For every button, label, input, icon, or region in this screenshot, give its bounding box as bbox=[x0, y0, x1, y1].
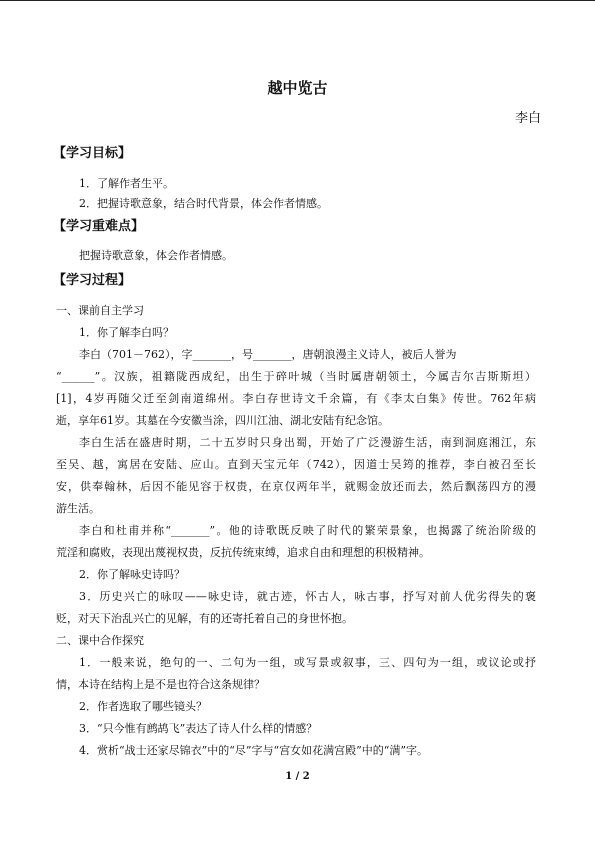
question-word-analysis: 4．赏析“战士还家尽锦衣”中的“尽”字与“宫女如花满宫殿”中的“满”字。 bbox=[79, 744, 428, 757]
paragraph-line: 李白和杜甫并称“_______”。他的诗歌既反映了时代的繁荣景象，也揭露了统治阶级的 bbox=[79, 524, 536, 537]
paragraph-line: 李白（701－762），字_______，号_______，唐朝浪漫主义诗人，被后人誉为 bbox=[79, 348, 457, 361]
top-rule bbox=[0, 0, 595, 1]
question-structure: 1．一般来说，绝句的一、二句为一组，或写景或叙事，三、四句为一组，或议论或抒 bbox=[79, 656, 536, 669]
paragraph-line: 荒淫和腐败，表现出蔑视权贵，反抗传统束缚，追求自由和理想的积极精神。 bbox=[56, 546, 430, 559]
paragraph-line: “______”。汉族，祖籍陇西成纪，出生于碎叶城（当时属唐朝领土，今属吉尔吉斯斯坦） bbox=[56, 370, 536, 383]
heading-process: 【学习过程】 bbox=[53, 273, 132, 288]
question-scenes: 2．作者选取了哪些镜头？ bbox=[79, 700, 207, 713]
paragraph-line: 至吴、越，寓居在安陆、应山。直到天宝元年（742），因道士吴筠的推荐，李白被召至长 bbox=[56, 458, 536, 471]
paragraph-line: 安，供奉翰林，后因不能见容于权贵，在京仅两年半，就赐金放还而去，然后飘荡四方的漫 bbox=[56, 480, 536, 493]
document-title: 越中览古 bbox=[267, 79, 328, 97]
key-points-text: 把握诗歌意象，体会作者情感。 bbox=[79, 249, 233, 262]
paragraph-line: 逝，享年61岁。其墓在今安徽当涂，四川江油、湖北安陆有纪念馆。 bbox=[56, 414, 389, 427]
paragraph-line: 游生活。 bbox=[56, 502, 100, 515]
paragraph-line: 贬，对天下治乱兴亡的见解，有的还寄托着自己的身世怀抱。 bbox=[56, 612, 353, 625]
heading-objectives: 【学习目标】 bbox=[53, 146, 132, 161]
heading-key-points: 【学习重难点】 bbox=[53, 219, 145, 234]
paragraph-line: 李白生活在盛唐时期，二十五岁时只身出蜀，开始了广泛漫游生活，南到洞庭湘江，东 bbox=[79, 436, 536, 449]
question-emotion: 3．“只今惟有鹧鸪飞”表达了诗人什么样的情感？ bbox=[79, 722, 318, 735]
page-number: 1 / 2 bbox=[285, 771, 310, 782]
section-pre-class: 一、课前自主学习 bbox=[56, 304, 144, 317]
objective-item-2: 2．把握诗歌意象，结合时代背景，体会作者情感。 bbox=[79, 197, 328, 210]
question-history-poem: 2．你了解咏史诗吗？ bbox=[79, 568, 185, 581]
question-li-bai: 1．你了解李白吗？ bbox=[79, 326, 174, 339]
paragraph-line: [1]，4岁再随父迁至剑南道绵州。李白存世诗文千余篇，有《李太白集》传世。762年病 bbox=[56, 392, 536, 405]
section-in-class: 二、课中合作探究 bbox=[56, 634, 144, 647]
paragraph-line: 3．历史兴亡的咏叹——咏史诗，就古迹，怀古人，咏古事，抒写对前人优劣得失的褒 bbox=[79, 590, 536, 603]
author-name: 李白 bbox=[514, 111, 541, 126]
objective-item-1: 1．了解作者生平。 bbox=[79, 177, 174, 190]
paragraph-line: 情，本诗在结构上是不是也符合这条规律？ bbox=[56, 678, 265, 691]
